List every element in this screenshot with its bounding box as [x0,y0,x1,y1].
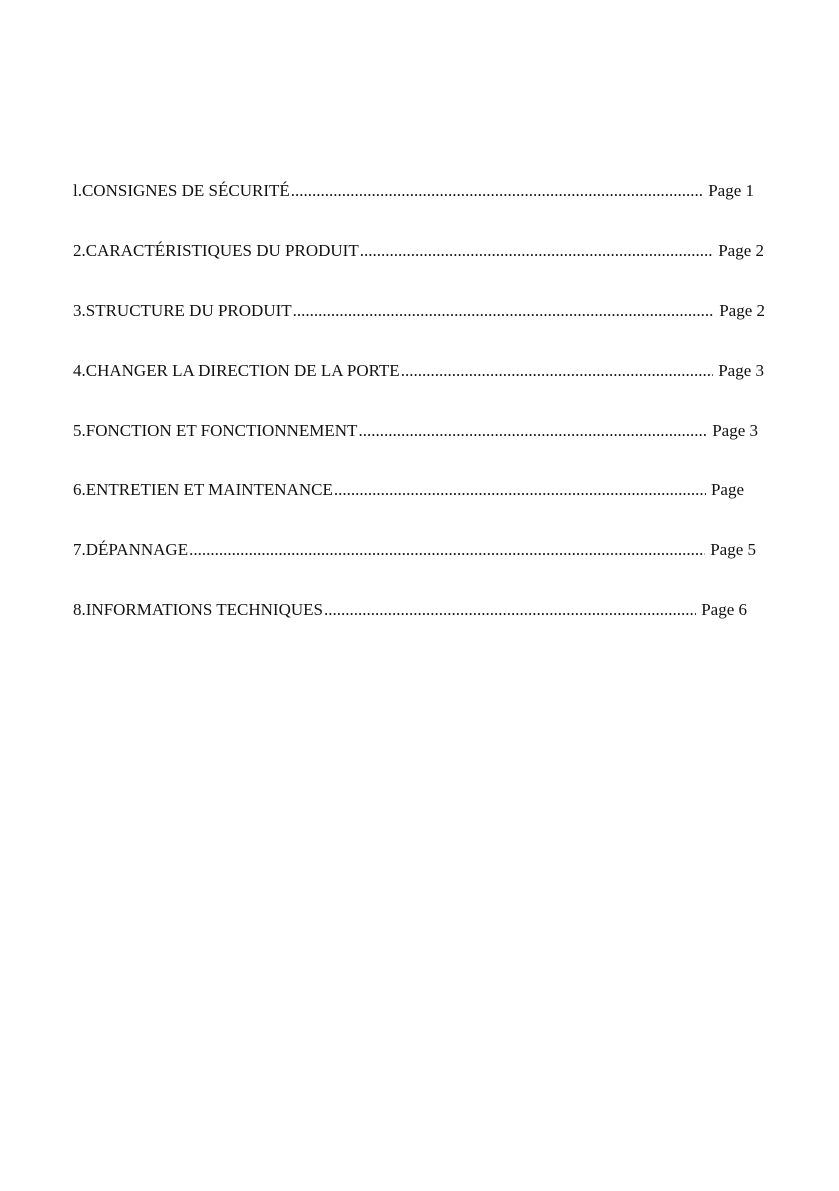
toc-entry-title: 4.CHANGER LA DIRECTION DE LA PORTE [73,361,400,380]
dot-leader [293,299,715,323]
toc-entry-title: 2.CARACTÉRISTIQUES DU PRODUIT [73,241,359,260]
toc-entry-title: 7.DÉPANNAGE [73,540,189,559]
toc-entry-title: 3.STRUCTURE DU PRODUIT [73,301,292,320]
toc-entry-title: l.CONSIGNES DE SÉCURITÉ [73,181,290,200]
toc-entry-page: Page 2 [718,241,764,260]
dot-leader [334,478,706,502]
toc-entry-door-direction[interactable] [73,359,764,383]
toc-entry-technical-info[interactable] [73,598,747,622]
toc-entry-page: Page 3 [718,361,764,380]
toc-entry-page: Page 3 [712,421,758,440]
toc-entry-page: Page [710,480,744,499]
toc-entry-safety[interactable] [73,179,754,203]
dot-leader [291,179,703,203]
toc-entry-page: Page 6 [701,600,747,619]
dot-leader [189,538,705,562]
toc-entry-page: Page 5 [710,540,756,559]
dot-leader [358,419,707,443]
toc-entry-maintenance[interactable] [73,478,744,502]
dot-leader [360,239,713,263]
toc-entry-title: 5.FONCTION ET FONCTIONNEMENT [73,421,358,440]
toc-entry-structure[interactable] [73,299,765,323]
toc-entry-page: Page 2 [719,301,765,320]
toc-entry-page: Page 1 [708,181,754,200]
toc-entry-characteristics[interactable] [73,239,764,263]
toc-entry-title: 6.ENTRETIEN ET MAINTENANCE [73,480,333,499]
toc-entry-function[interactable] [73,419,758,443]
dot-leader [324,598,696,622]
toc-entry-title: 8.INFORMATIONS TECHNIQUES [73,600,323,619]
toc-entry-troubleshooting[interactable] [73,538,756,562]
dot-leader [401,359,714,383]
